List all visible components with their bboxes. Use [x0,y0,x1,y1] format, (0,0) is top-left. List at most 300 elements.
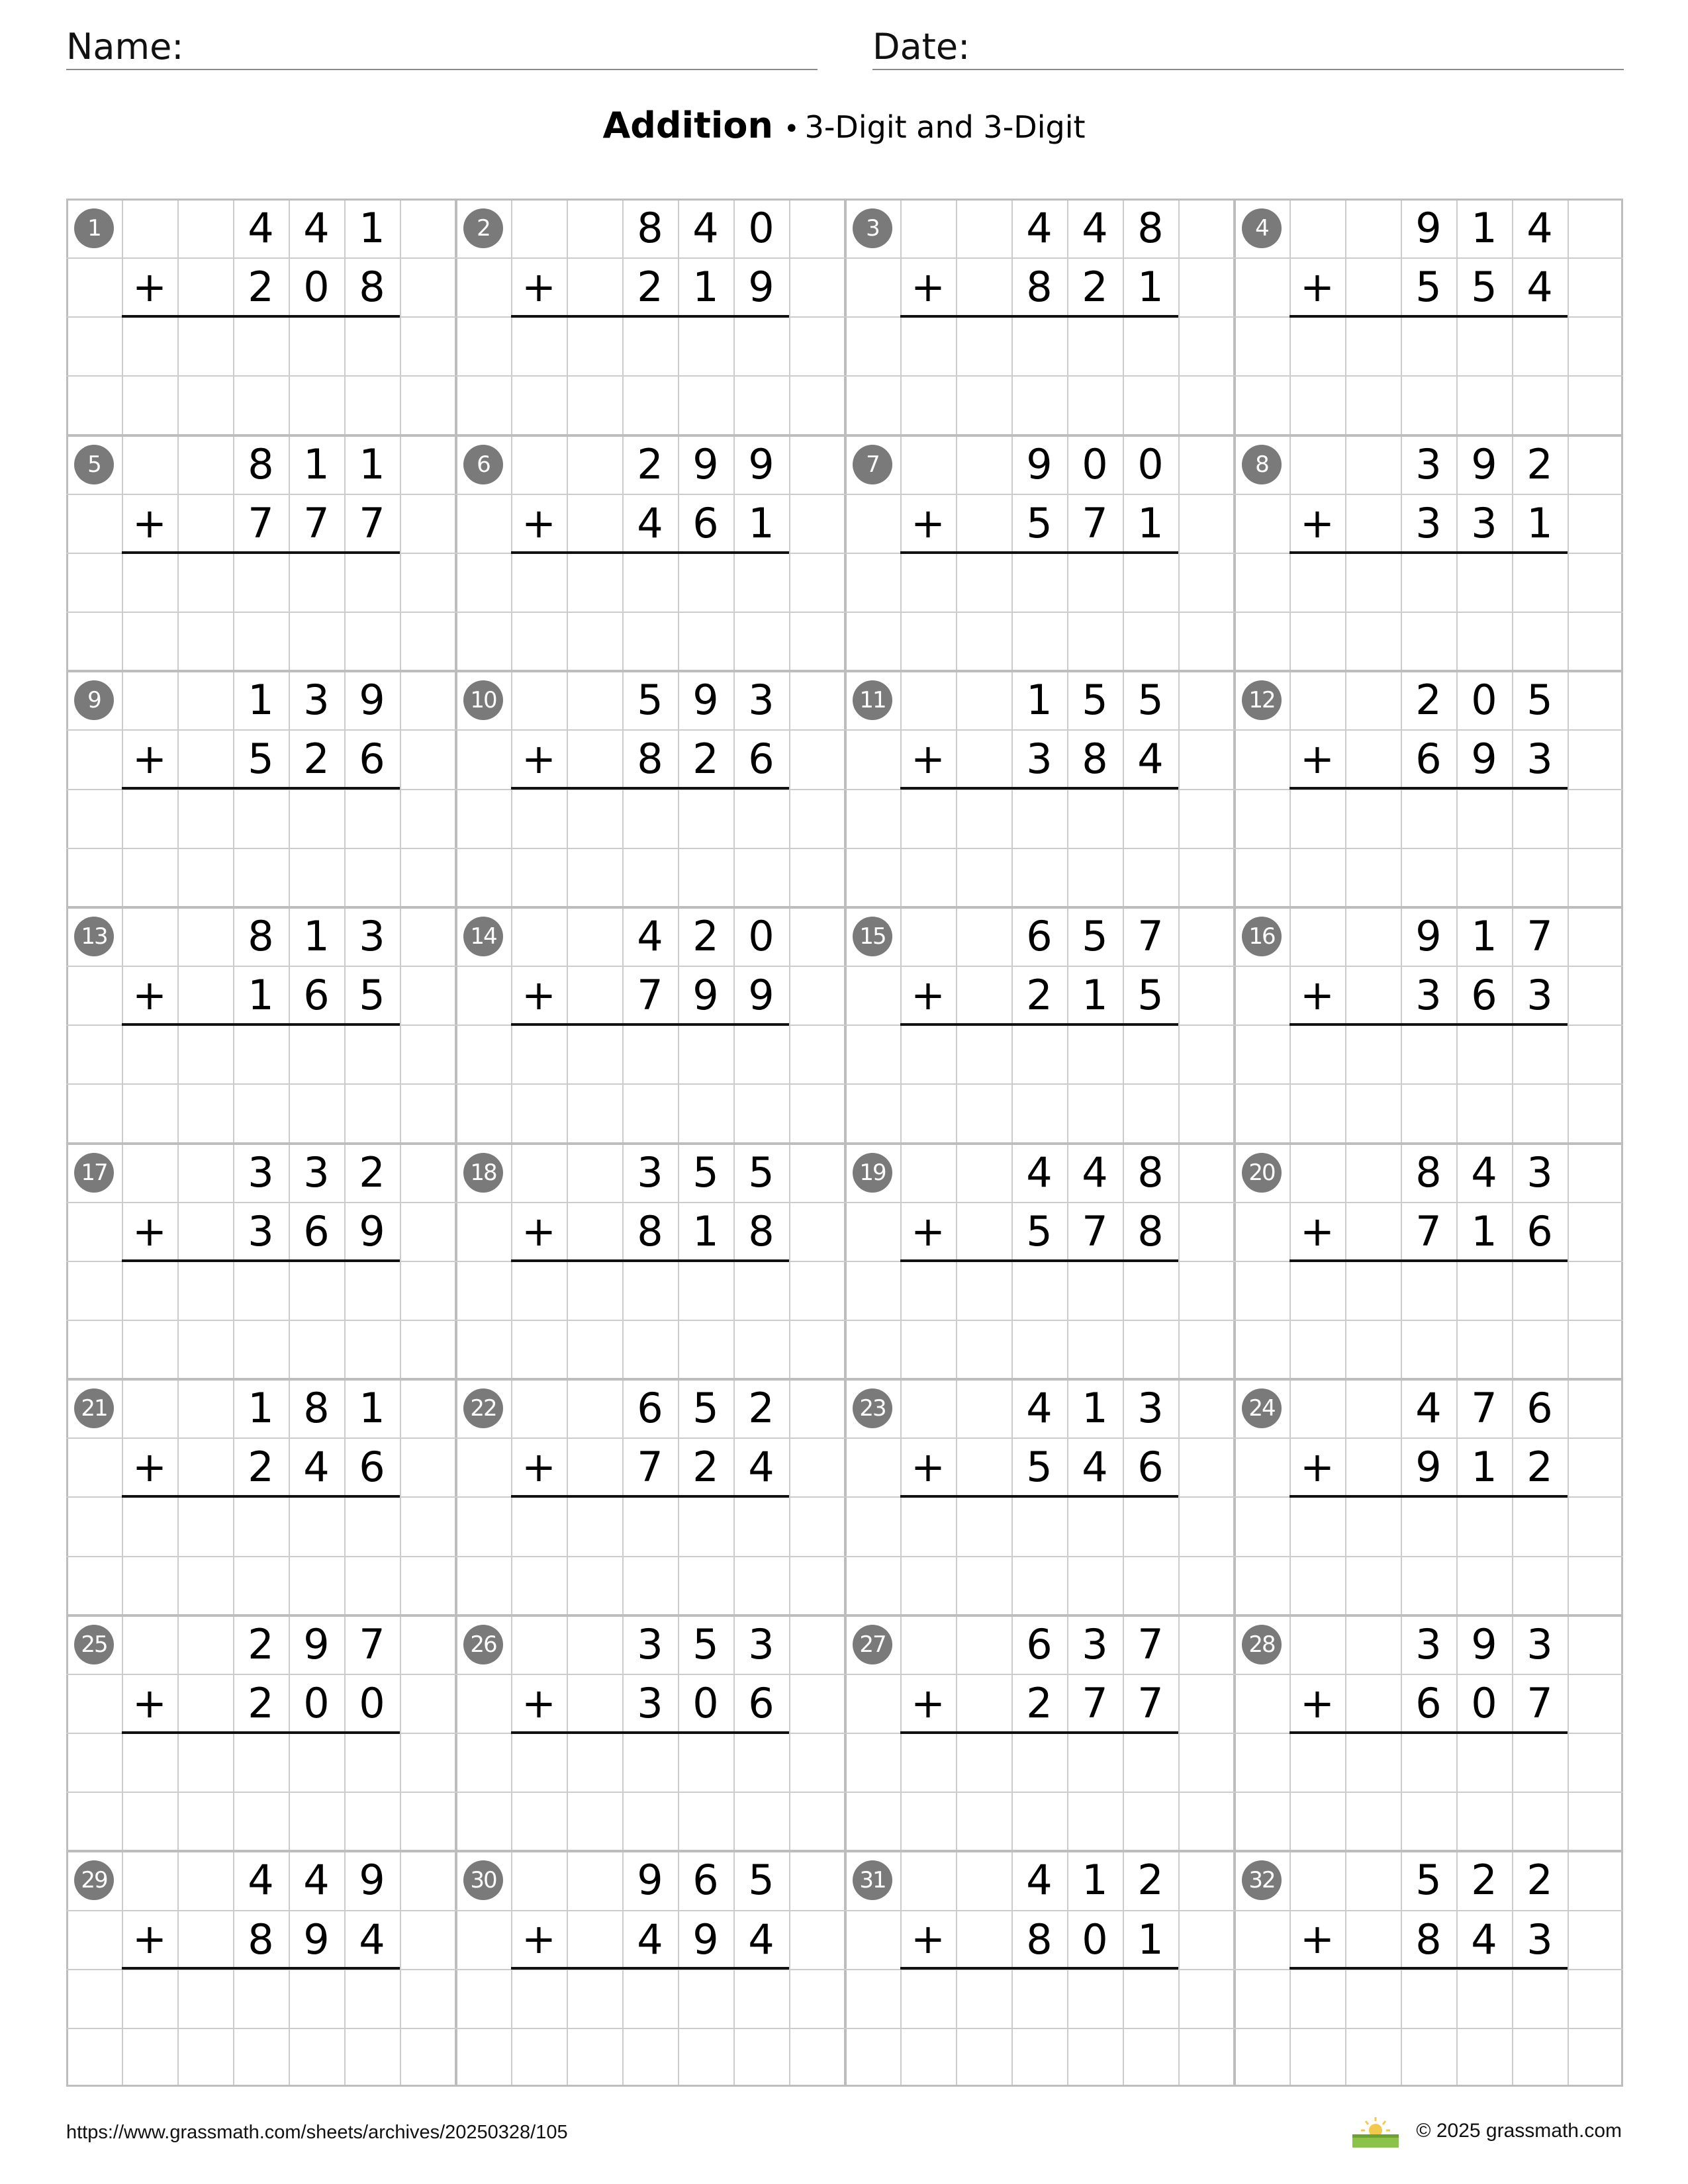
bottom-addend-digit: 4 [748,1443,774,1492]
answer-area[interactable] [900,1734,1178,1846]
problem-22 [455,1379,845,1615]
top-addend-digit: 1 [1026,676,1053,725]
top-addend-digit: 5 [748,1856,774,1905]
title-bullet: • [783,114,800,144]
top-addend-digit: 5 [1526,676,1553,725]
problem-number-badge: 2 [463,208,503,248]
problem-number-badge: 24 [1242,1388,1282,1428]
top-addend-digit: 9 [692,439,719,488]
top-addend-digit: 4 [692,204,719,252]
problem-15 [845,907,1234,1143]
top-addend-digit: 1 [1082,1856,1108,1905]
plus-sign: + [522,735,556,784]
bottom-addend-digit: 7 [1415,1206,1442,1255]
answer-area[interactable] [1289,1970,1568,2082]
plus-sign: + [522,1678,556,1727]
plus-sign: + [911,263,945,311]
bottom-addend-digit: 8 [359,263,385,312]
answer-area[interactable] [900,318,1178,430]
top-addend-digit: 6 [1026,911,1053,960]
bottom-addend-digit: 9 [359,1206,385,1255]
bottom-addend-digit: 8 [1026,263,1053,312]
answer-area[interactable] [122,1026,400,1138]
plus-sign: + [1300,1443,1335,1492]
bottom-addend-digit: 5 [1026,1206,1053,1255]
plus-sign: + [522,970,556,1019]
bottom-addend-digit: 1 [1526,498,1553,547]
top-addend-digit: 9 [1415,911,1442,960]
bottom-addend-digit: 7 [359,498,385,547]
bottom-addend-digit: 3 [1026,735,1053,784]
top-addend-digit: 8 [637,204,663,252]
bottom-addend-digit: 5 [1137,971,1164,1020]
top-addend-digit: 0 [1082,439,1108,488]
top-addend-digit: 8 [1137,1148,1164,1197]
top-addend-digit: 3 [637,1148,663,1197]
problem-number-badge: 18 [463,1153,503,1193]
answer-area[interactable] [1289,1262,1568,1375]
top-addend-digit: 3 [359,911,385,960]
top-addend-digit: 1 [248,676,274,725]
bottom-addend-digit: 3 [248,1206,274,1255]
bottom-addend-digit: 6 [748,1678,774,1727]
answer-area[interactable] [511,790,789,902]
bottom-addend-digit: 7 [1526,1678,1553,1727]
bottom-addend-digit: 6 [1471,971,1497,1020]
top-addend-digit: 2 [1415,676,1442,725]
top-addend-digit: 1 [1471,204,1497,252]
answer-area[interactable] [511,1026,789,1138]
bottom-addend-digit: 4 [637,1915,663,1964]
bottom-addend-digit: 4 [359,1915,385,1964]
top-addend-digit: 6 [1526,1384,1553,1433]
plus-sign: + [911,1443,945,1492]
bottom-addend-digit: 3 [1526,971,1553,1020]
problem-27 [845,1615,1234,1851]
bottom-addend-digit: 0 [1471,1678,1497,1727]
problem-number-badge: 7 [853,445,892,484]
bottom-addend-digit: 6 [303,971,330,1020]
plus-sign: + [1300,1206,1335,1255]
problem-number-badge: 11 [853,680,892,720]
top-addend-digit: 4 [1026,1384,1053,1433]
problem-23 [845,1379,1234,1615]
top-addend-digit: 8 [248,439,274,488]
bottom-addend-digit: 6 [692,498,719,547]
answer-area[interactable] [900,790,1178,902]
answer-area[interactable] [1289,1498,1568,1610]
bottom-addend-digit: 3 [1526,735,1553,784]
problem-number-badge: 16 [1242,917,1282,956]
top-addend-digit: 9 [1026,439,1053,488]
problem-number-badge: 31 [853,1860,892,1900]
answer-area[interactable] [900,1970,1178,2082]
bottom-addend-digit: 7 [1082,498,1108,547]
top-addend-digit: 0 [748,911,774,960]
bottom-addend-digit: 6 [1415,1678,1442,1727]
bottom-addend-digit: 5 [248,735,274,784]
top-addend-digit: 3 [248,1148,274,1197]
problem-24 [1234,1379,1623,1615]
bottom-addend-digit: 8 [637,1206,663,1255]
top-addend-digit: 8 [1415,1148,1442,1197]
top-addend-digit: 3 [1415,439,1442,488]
top-addend-digit: 9 [748,439,774,488]
bottom-addend-digit: 8 [1137,1206,1164,1255]
answer-area[interactable] [122,790,400,902]
bottom-addend-digit: 2 [248,1443,274,1492]
top-addend-digit: 0 [1137,439,1164,488]
bottom-addend-digit: 3 [1471,498,1497,547]
top-addend-digit: 3 [1082,1619,1108,1668]
problem-number-badge: 21 [74,1388,114,1428]
bottom-addend-digit: 6 [1137,1443,1164,1492]
problem-19 [845,1143,1234,1379]
top-addend-digit: 8 [248,911,274,960]
top-addend-digit: 3 [748,1619,774,1668]
top-addend-digit: 9 [1471,439,1497,488]
problem-number-badge: 32 [1242,1860,1282,1900]
bottom-addend-digit: 6 [748,735,774,784]
problem-32 [1234,1850,1623,2087]
top-addend-digit: 5 [1137,676,1164,725]
top-addend-digit: 5 [1415,1856,1442,1905]
problem-14 [455,907,845,1143]
plus-sign: + [522,498,556,547]
top-addend-digit: 1 [303,439,330,488]
bottom-addend-digit: 7 [303,498,330,547]
top-addend-digit: 2 [1526,439,1553,488]
answer-area[interactable] [511,1262,789,1375]
answer-area[interactable] [122,554,400,666]
problem-number-badge: 22 [463,1388,503,1428]
problem-number-badge: 13 [74,917,114,956]
problem-17 [66,1143,455,1379]
bottom-addend-digit: 1 [1137,263,1164,312]
problem-2 [455,199,845,435]
plus-sign: + [132,970,167,1019]
problem-13 [66,907,455,1143]
top-addend-digit: 9 [1471,1619,1497,1668]
bottom-addend-digit: 8 [748,1206,774,1255]
problem-31 [845,1850,1234,2087]
bottom-addend-digit: 0 [692,1678,719,1727]
problem-5 [66,435,455,671]
top-addend-digit: 9 [692,676,719,725]
plus-sign: + [132,1915,167,1964]
bottom-addend-digit: 1 [1137,1915,1164,1964]
bottom-addend-digit: 2 [1526,1443,1553,1492]
answer-area[interactable] [900,1262,1178,1375]
bottom-addend-digit: 1 [1082,971,1108,1020]
bottom-addend-digit: 8 [1082,735,1108,784]
top-addend-digit: 2 [637,439,663,488]
top-addend-digit: 0 [1471,676,1497,725]
bottom-addend-digit: 6 [359,1443,385,1492]
plus-sign: + [911,1915,945,1964]
answer-area[interactable] [122,1262,400,1375]
bottom-addend-digit: 9 [692,971,719,1020]
top-addend-digit: 6 [637,1384,663,1433]
problem-1 [66,199,455,435]
grass-sun-logo-icon [1351,2113,1400,2149]
top-addend-digit: 3 [1526,1148,1553,1197]
bottom-addend-digit: 7 [637,971,663,1020]
title-subtitle: 3-Digit and 3-Digit [804,109,1086,145]
plus-sign: + [911,1206,945,1255]
answer-area[interactable] [1289,554,1568,666]
bottom-addend-digit: 1 [692,1206,719,1255]
date-field[interactable] [872,26,1624,70]
plus-sign: + [522,1443,556,1492]
bottom-addend-digit: 5 [1471,263,1497,312]
bottom-addend-digit: 0 [359,1678,385,1727]
bottom-addend-digit: 4 [748,1915,774,1964]
name-field[interactable] [66,26,818,70]
answer-area[interactable] [1289,790,1568,902]
bottom-addend-digit: 1 [248,971,274,1020]
answer-area[interactable] [900,1026,1178,1138]
problem-number-badge: 10 [463,680,503,720]
top-addend-digit: 3 [1526,1619,1553,1668]
worksheet-title [0,105,1688,146]
plus-sign: + [911,735,945,784]
problem-11 [845,670,1234,907]
top-addend-digit: 3 [1137,1384,1164,1433]
top-addend-digit: 4 [1082,204,1108,252]
top-addend-digit: 3 [1415,1619,1442,1668]
top-addend-digit: 3 [303,676,330,725]
bottom-addend-digit: 4 [1137,735,1164,784]
problem-9 [66,670,455,907]
bottom-addend-digit: 8 [1415,1915,1442,1964]
plus-sign: + [522,263,556,311]
top-addend-digit: 4 [1415,1384,1442,1433]
plus-sign: + [911,498,945,547]
bottom-addend-digit: 9 [692,1915,719,1964]
top-addend-digit: 2 [248,1619,274,1668]
problem-number-badge: 8 [1242,445,1282,484]
top-addend-digit: 4 [1026,204,1053,252]
top-addend-digit: 5 [692,1619,719,1668]
bottom-addend-digit: 1 [1471,1206,1497,1255]
top-addend-digit: 2 [1526,1856,1553,1905]
bottom-addend-digit: 2 [248,263,274,312]
top-addend-digit: 1 [248,1384,274,1433]
top-addend-digit: 5 [692,1384,719,1433]
top-addend-digit: 7 [1137,1619,1164,1668]
plus-sign: + [132,1678,167,1727]
bottom-addend-digit: 4 [1471,1915,1497,1964]
bottom-addend-digit: 3 [637,1678,663,1727]
bottom-addend-digit: 6 [1415,735,1442,784]
top-addend-digit: 7 [1526,911,1553,960]
top-addend-digit: 7 [1471,1384,1497,1433]
top-addend-digit: 9 [359,676,385,725]
answer-area[interactable] [122,318,400,430]
top-addend-digit: 1 [303,911,330,960]
plus-sign: + [1300,1915,1335,1964]
top-addend-digit: 4 [1026,1148,1053,1197]
bottom-addend-digit: 9 [748,971,774,1020]
bottom-addend-digit: 2 [692,735,719,784]
bottom-addend-digit: 4 [1082,1443,1108,1492]
top-addend-digit: 2 [692,911,719,960]
problem-25 [66,1615,455,1851]
top-addend-digit: 1 [359,1384,385,1433]
date-label: Date: [872,26,970,68]
top-addend-digit: 5 [1082,676,1108,725]
problem-28 [1234,1615,1623,1851]
top-addend-digit: 1 [1082,1384,1108,1433]
bottom-addend-digit: 3 [1415,971,1442,1020]
top-addend-digit: 4 [1471,1148,1497,1197]
top-addend-digit: 4 [248,1856,274,1905]
bottom-addend-digit: 6 [303,1206,330,1255]
top-addend-digit: 9 [303,1619,330,1668]
answer-area[interactable] [511,318,789,430]
top-addend-digit: 5 [692,1148,719,1197]
top-addend-digit: 3 [637,1619,663,1668]
plus-sign: + [132,498,167,547]
bottom-addend-digit: 6 [359,735,385,784]
problem-10 [455,670,845,907]
answer-area[interactable] [900,1498,1178,1610]
answer-area[interactable] [511,1498,789,1610]
problem-26 [455,1615,845,1851]
bottom-addend-digit: 5 [1026,498,1053,547]
plus-sign: + [132,1206,167,1255]
problem-number-badge: 3 [853,208,892,248]
top-addend-digit: 3 [748,676,774,725]
plus-sign: + [911,970,945,1019]
plus-sign: + [1300,1678,1335,1727]
bottom-addend-digit: 9 [748,263,774,312]
bottom-addend-digit: 2 [248,1678,274,1727]
plus-sign: + [911,1678,945,1727]
top-addend-digit: 2 [359,1148,385,1197]
answer-area[interactable] [1289,1734,1568,1846]
bottom-addend-digit: 5 [1026,1443,1053,1492]
top-addend-digit: 4 [637,911,663,960]
answer-area[interactable] [511,1970,789,2082]
problem-number-badge: 26 [463,1625,503,1664]
bottom-addend-digit: 1 [692,263,719,312]
top-addend-digit: 4 [303,1856,330,1905]
problem-number-badge: 1 [74,208,114,248]
bottom-addend-digit: 5 [1415,263,1442,312]
bottom-addend-digit: 1 [1137,498,1164,547]
answer-area[interactable] [122,1970,400,2082]
plus-sign: + [1300,498,1335,547]
top-addend-digit: 2 [1137,1856,1164,1905]
problem-number-badge: 15 [853,917,892,956]
problem-number-badge: 23 [853,1388,892,1428]
problem-number-badge: 17 [74,1153,114,1193]
top-addend-digit: 9 [359,1856,385,1905]
bottom-addend-digit: 1 [748,498,774,547]
bottom-addend-digit: 1 [1471,1443,1497,1492]
plus-sign: + [132,735,167,784]
footer-branding [1351,2111,1622,2151]
top-addend-digit: 4 [248,204,274,252]
top-addend-digit: 4 [1026,1856,1053,1905]
top-addend-digit: 6 [1026,1619,1053,1668]
problem-number-badge: 5 [74,445,114,484]
problem-number-badge: 27 [853,1625,892,1664]
top-addend-digit: 4 [303,204,330,252]
top-addend-digit: 1 [359,204,385,252]
title-main: Addition [602,105,773,146]
top-addend-digit: 6 [692,1856,719,1905]
problem-number-badge: 29 [74,1860,114,1900]
plus-sign: + [132,1443,167,1492]
bottom-addend-digit: 2 [637,263,663,312]
name-label: Name: [66,26,184,68]
top-addend-digit: 4 [1082,1148,1108,1197]
bottom-addend-digit: 3 [1526,1915,1553,1964]
problem-30 [455,1850,845,2087]
answer-area[interactable] [900,554,1178,666]
bottom-addend-digit: 4 [303,1443,330,1492]
copyright: © 2025 grassmath.com [1416,2120,1622,2142]
problem-8 [1234,435,1623,671]
bottom-addend-digit: 2 [303,735,330,784]
top-addend-digit: 3 [303,1148,330,1197]
top-addend-digit: 7 [359,1619,385,1668]
bottom-addend-digit: 8 [637,735,663,784]
problem-number-badge: 28 [1242,1625,1282,1664]
problem-number-badge: 12 [1242,680,1282,720]
problem-16 [1234,907,1623,1143]
bottom-addend-digit: 8 [248,1915,274,1964]
top-addend-digit: 0 [748,204,774,252]
top-addend-digit: 9 [637,1856,663,1905]
plus-sign: + [1300,735,1335,784]
problem-20 [1234,1143,1623,1379]
bottom-addend-digit: 0 [303,1678,330,1727]
top-addend-digit: 2 [1471,1856,1497,1905]
plus-sign: + [1300,970,1335,1019]
problem-number-badge: 6 [463,445,503,484]
answer-area[interactable] [1289,1026,1568,1138]
top-addend-digit: 9 [1415,204,1442,252]
top-addend-digit: 4 [1526,204,1553,252]
bottom-addend-digit: 9 [1415,1443,1442,1492]
plus-sign: + [522,1915,556,1964]
footer-url: https://www.grassmath.com/sheets/archives/20250328/105 [66,2122,568,2143]
problem-12 [1234,670,1623,907]
top-addend-digit: 1 [1471,911,1497,960]
answer-area[interactable] [122,1734,400,1846]
problem-7 [845,435,1234,671]
plus-sign: + [1300,263,1335,311]
bottom-addend-digit: 0 [303,263,330,312]
problem-number-badge: 19 [853,1153,892,1193]
answer-area[interactable] [122,1498,400,1610]
answer-area[interactable] [511,554,789,666]
problem-3 [845,199,1234,435]
bottom-addend-digit: 2 [692,1443,719,1492]
top-addend-digit: 8 [1137,204,1164,252]
answer-area[interactable] [511,1734,789,1846]
bottom-addend-digit: 5 [359,971,385,1020]
bottom-addend-digit: 7 [1082,1206,1108,1255]
plus-sign: + [522,1206,556,1255]
answer-area[interactable] [1289,318,1568,430]
problem-number-badge: 4 [1242,208,1282,248]
bottom-addend-digit: 2 [1026,971,1053,1020]
